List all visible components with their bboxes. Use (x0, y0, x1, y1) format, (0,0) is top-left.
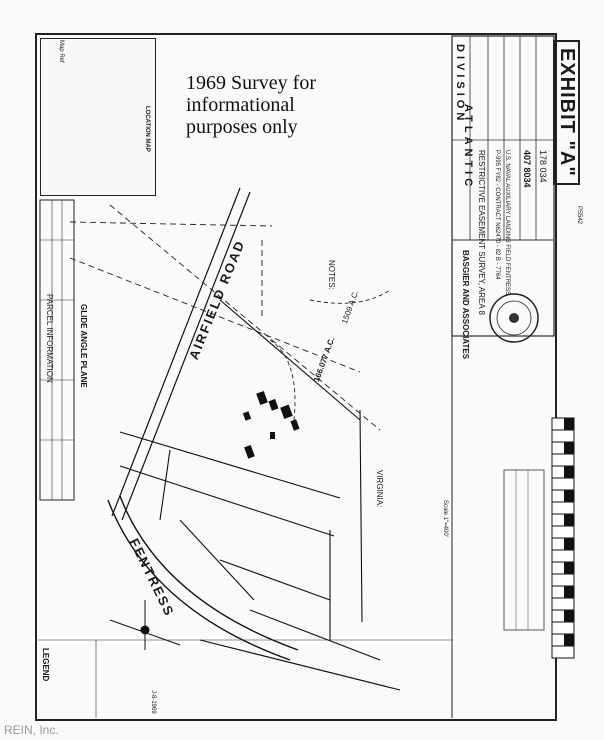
caption-line-2: informational (186, 94, 295, 116)
stamp-date: J-8-1969 (150, 690, 156, 714)
survey-caption (186, 72, 366, 138)
parcel-table-heading: PARCEL INFORMATION (45, 294, 54, 383)
scale-label: Scale 1"=400' (442, 500, 448, 537)
title-office: ATLANTIC (462, 104, 474, 191)
caption-line-1: 1969 Survey for (186, 72, 316, 94)
notes-heading: NOTES: (327, 260, 336, 290)
glide-plane-label: GLIDE ANGLE PLANE (79, 304, 88, 388)
map-reference: Map Ref (58, 40, 64, 63)
drawing-number: 407 8034 (522, 150, 532, 188)
area-label: 1509 A.C. (340, 288, 361, 326)
caption-line-3: purposes only (186, 116, 298, 138)
title-division: DIVISION (454, 44, 466, 125)
sheet-number: 178 034 (538, 150, 548, 183)
exhibit-label: EXHIBIT "A" (553, 40, 580, 185)
sheet-code: PS542 (576, 206, 582, 225)
road-label-airfield: AIRFIELD ROAD (186, 237, 248, 362)
legend-heading: LEGEND (41, 648, 50, 682)
title-facility: U.S. NAVAL AUXILIARY LANDING FIELD FENTRESS (504, 150, 510, 296)
road-label-fentress: FENTRESS (126, 536, 178, 620)
location-map-label: LOCATION MAP (144, 106, 150, 152)
firm-name: BASGIER AND ASSOCIATES (461, 250, 470, 360)
title-contract: P-995 FY82 - CONTRACT N62470 - 82 B - 7764 (494, 150, 500, 280)
watermark: REIN, Inc. (4, 723, 59, 737)
tract-area-label: 166.077 A.C. (312, 335, 337, 384)
title-survey: RESTRICTIVE EASEMENT SURVEY, AREA 8 (477, 150, 486, 315)
virginia-label: VIRGINIA: (375, 470, 384, 508)
